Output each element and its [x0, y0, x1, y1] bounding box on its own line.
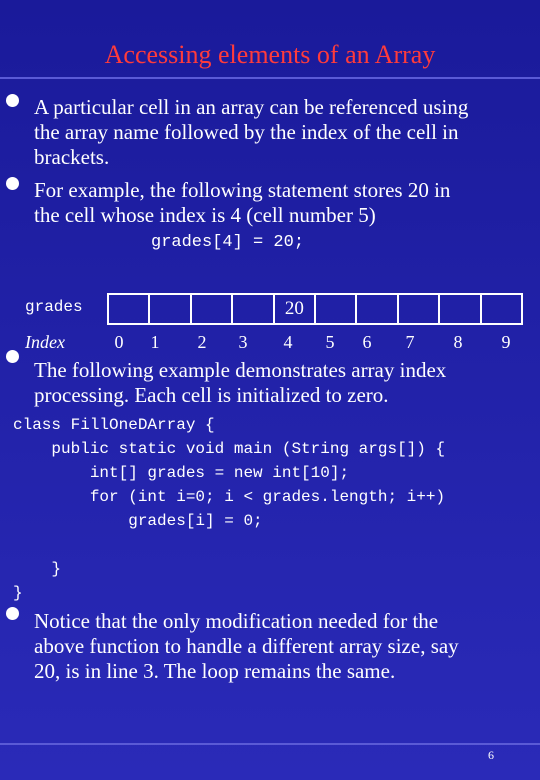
bullet-4-line-3: 20, is in line 3. The loop remains the same. [34, 659, 396, 683]
footer-divider [0, 743, 540, 745]
code-line-4: for (int i=0; i < grades.length; i++) [13, 488, 446, 506]
array-cell-5 [314, 295, 355, 323]
code-line-8: } [13, 584, 23, 602]
bullet-1-dot [6, 94, 19, 107]
index-label: Index [25, 332, 65, 352]
index-1: 1 [150, 332, 160, 352]
array-name-label: grades [25, 298, 83, 316]
bullet-2-dot [6, 177, 19, 190]
code-line-3: int[] grades = new int[10]; [13, 464, 350, 482]
bullet-4-dot [6, 607, 19, 620]
page-number: 6 [488, 748, 494, 762]
code-line-1: class FillOneDArray { [13, 416, 215, 434]
array-cell-6 [355, 295, 396, 323]
bullet-1-text [34, 95, 468, 170]
index-7: 7 [405, 332, 415, 352]
array-cell-2 [190, 295, 231, 323]
bullet-4-line-2: above function to handle a different array size, say [34, 634, 459, 658]
bullet-3-line-1: The following example demonstrates array index [34, 358, 447, 382]
bullet-2-text [34, 178, 450, 228]
code-line-5: grades[i] = 0; [13, 512, 263, 530]
bullet-3-line-2: processing. Each cell is initialized to zero. [34, 383, 389, 407]
bullet-4-line-1: Notice that the only modification needed for the [34, 609, 439, 633]
bullet-1-line-2: the array name followed by the index of the cell in [34, 120, 459, 144]
array-cell-1 [148, 295, 189, 323]
index-9: 9 [501, 332, 511, 352]
bullet-1-line-1: A particular cell in an array can be referenced using [34, 95, 469, 119]
title-divider [0, 77, 540, 79]
array-cell-8 [438, 295, 479, 323]
index-4: 4 [283, 332, 293, 352]
code-block [13, 413, 445, 605]
assignment-statement: grades[4] = 20; [151, 233, 305, 252]
slide-title: Accessing elements of an Array [104, 40, 436, 69]
index-6: 6 [362, 332, 372, 352]
bullet-1-line-3: brackets. [34, 145, 110, 169]
bullet-3-text [34, 358, 446, 408]
array-cell-9 [480, 295, 521, 323]
code-line-2: public static void main (String args[]) { [13, 440, 446, 458]
bullet-2-line-2: the cell whose index is 4 (cell number 5) [34, 203, 376, 227]
index-5: 5 [325, 332, 335, 352]
bullet-3-dot [6, 350, 19, 363]
bullet-4-text [34, 609, 459, 684]
index-3: 3 [238, 332, 248, 352]
array-cell-4: 20 [273, 295, 314, 323]
code-line-7: } [13, 560, 62, 578]
array-cell-0 [109, 295, 148, 323]
index-0: 0 [114, 332, 124, 352]
index-2: 2 [197, 332, 207, 352]
array-cell-7 [397, 295, 438, 323]
array-cells [107, 293, 523, 325]
array-cell-3 [231, 295, 272, 323]
index-8: 8 [453, 332, 463, 352]
bullet-2-line-1: For example, the following statement stores 20 in [34, 178, 451, 202]
